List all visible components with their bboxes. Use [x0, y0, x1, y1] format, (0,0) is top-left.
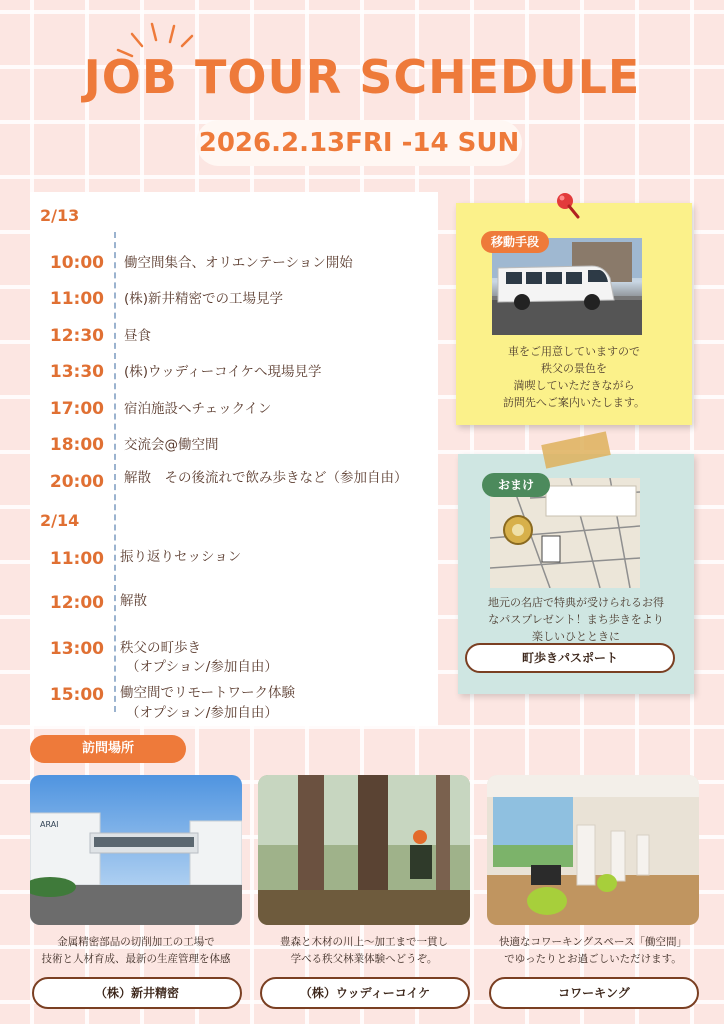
time-label: 12:30	[49, 326, 104, 346]
bonus-tag: おまけ	[482, 473, 550, 497]
day-label-2: 2/14	[40, 511, 80, 530]
schedule-item: 振り返りセッション	[120, 549, 242, 565]
arai-caption	[23, 934, 249, 968]
schedule-item: 解散 その後流れで飲み歩きなど（参加自由）	[124, 470, 408, 486]
time-label: 17:00	[49, 399, 104, 419]
schedule-item: 働空間集合、オリエンテーション開始	[124, 255, 353, 271]
time-label: 10:00	[49, 253, 104, 273]
caption-line: 快適なコワーキングスペース「働空間」	[498, 936, 688, 948]
page-title: JOB TOUR SCHEDULE	[83, 50, 641, 104]
push-pin-icon	[552, 190, 582, 220]
arai-sign: ARAI	[40, 820, 59, 829]
time-label: 11:00	[49, 289, 104, 309]
caption-line: 豊森と木材の川上～加工まで一貫し	[280, 936, 448, 948]
bonus-description	[462, 594, 690, 645]
tour-dates: 2026.2.13FRI -14 SUN	[196, 120, 522, 166]
time-label: 12:00	[49, 593, 104, 613]
arai-seimitsu-button[interactable]: （株）新井精密	[32, 977, 242, 1009]
time-label: 15:00	[49, 685, 104, 705]
timeline-divider	[114, 232, 116, 712]
bonus-line: 楽しいひとときに	[532, 630, 620, 643]
factory-illustration-icon	[30, 775, 242, 925]
schedule-item-note: （オプション/参加自由）	[126, 659, 278, 675]
time-label: 11:00	[49, 549, 104, 569]
bonus-line: 地元の名店で特典が受けられるお得	[488, 596, 664, 609]
arai-factory-photo	[30, 775, 242, 925]
time-label: 13:30	[49, 362, 104, 382]
transport-line: 満喫していただきながら	[513, 379, 635, 392]
transport-tag: 移動手段	[481, 231, 549, 253]
schedule-item: 昼食	[124, 328, 151, 344]
forestry-caption	[251, 934, 477, 968]
transport-description	[456, 343, 692, 411]
schedule-item: (株)新井精密での工場見学	[124, 291, 284, 307]
bonus-line: なパスプレゼント！まち歩きをより	[488, 613, 664, 626]
caption-line: 学べる秩父林業体験へどうぞ。	[290, 953, 438, 965]
schedule-item: (株)ウッディーコイケへ現場見学	[124, 364, 322, 380]
woody-koike-button[interactable]: （株）ウッディーコイケ	[260, 977, 470, 1009]
caption-line: 金属精密部品の切削加工の工場で	[57, 936, 215, 948]
schedule-item: 交流会@働空間	[124, 437, 219, 453]
coworking-photo	[487, 775, 699, 925]
transport-line: 車をご用意していますので	[508, 345, 640, 358]
schedule-item: 宿泊施設へチェックイン	[124, 401, 272, 417]
schedule-item: 働空間でリモートワーク体験	[120, 685, 295, 701]
caption-line: 技術と人材育成、最新の生産管理を体感	[41, 953, 231, 965]
time-label: 20:00	[49, 472, 104, 492]
time-label: 18:00	[49, 435, 104, 455]
caption-line: でゆったりとお過ごしいただけます。	[504, 953, 682, 965]
transport-line: 訪問先へご案内いたします。	[502, 396, 646, 409]
coworking-button[interactable]: コワーキング	[489, 977, 699, 1009]
coworking-illustration-icon	[487, 775, 699, 925]
coworking-caption	[480, 934, 706, 968]
day-label-1: 2/13	[40, 206, 80, 225]
schedule-item: 秩父の町歩き	[120, 640, 201, 656]
town-walk-passport-button[interactable]: 町歩きパスポート	[465, 643, 675, 673]
forestry-photo	[258, 775, 470, 925]
forest-illustration-icon	[258, 775, 470, 925]
time-label: 13:00	[49, 639, 104, 659]
schedule-item-note: （オプション/参加自由）	[126, 705, 278, 721]
visit-locations-tag: 訪問場所	[30, 735, 186, 763]
schedule-item: 解散	[120, 593, 147, 609]
transport-line: 秩父の景色を	[541, 362, 607, 375]
